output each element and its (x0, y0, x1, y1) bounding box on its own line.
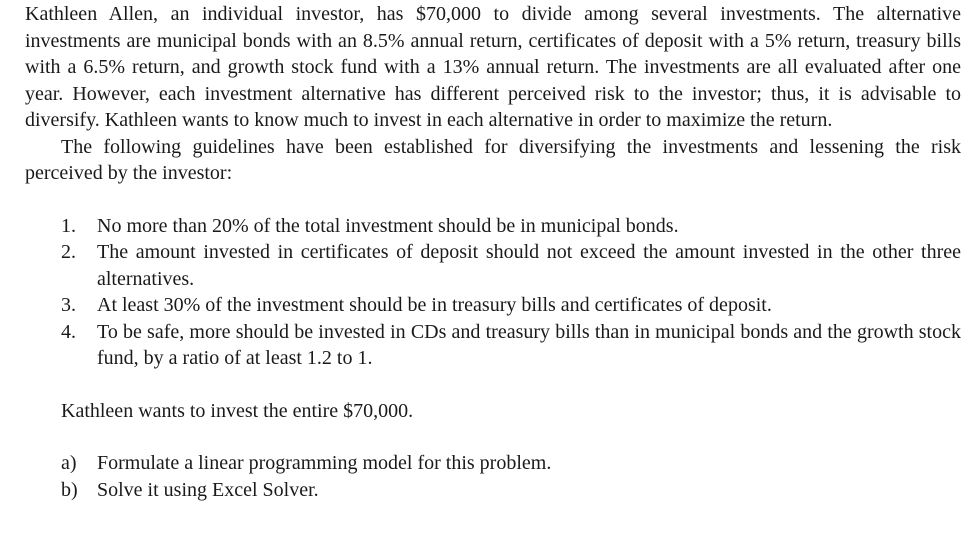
guideline-item (61, 292, 961, 319)
spacer (25, 372, 961, 398)
guideline-number: 3. (61, 294, 76, 316)
guideline-number: 1. (61, 214, 76, 237)
guidelines-list (25, 213, 961, 372)
guideline-item (61, 213, 961, 240)
investment-statement: Kathleen wants to invest the entire $70,000. (61, 399, 414, 422)
question-item (61, 450, 961, 477)
question-text: Formulate a linear programming model for this problem. (97, 452, 552, 474)
problem-document (25, 1, 961, 503)
question-marker: b) (61, 478, 78, 501)
guidelines-intro-paragraph: The following guidelines have been established for diversifying the investments and lessening the risk perceived by the investor: (25, 135, 961, 184)
guideline-text: The amount invested in certificates of deposit should not exceed the amount invested in the other three alternatives. (97, 241, 961, 290)
guideline-text: To be safe, more should be invested in CDs and treasury bills than in municipal bonds and the growth stock fund, by a ratio of at least 1.2 to 1. (97, 320, 961, 369)
question-marker: a) (61, 452, 77, 474)
guideline-text: At least 30% of the investment should be in treasury bills and certificates of deposit. (97, 294, 772, 316)
guideline-item (61, 239, 961, 292)
guideline-number: 4. (61, 320, 76, 343)
question-text: Solve it using Excel Solver. (97, 478, 319, 501)
spacer (25, 424, 961, 450)
questions-list (25, 450, 961, 503)
guideline-item (61, 319, 961, 372)
intro-paragraph: Kathleen Allen, an individual investor, has $70,000 to divide among several investments. The alternative investments are municipal bonds with an 8.5% annual return, certificates of deposit with a 5% return, treasury bills with a 6.5% return, and growth stock fund with a 13% annual return. The investments are all evaluated after one year. However, each investment alternative has different perceived risk to the investor; thus, it is advisable to diversify. Kathleen wants to know much to invest in each alternative in order to maximize the return. (25, 3, 961, 131)
spacer (25, 187, 961, 213)
guideline-text: No more than 20% of the total investment should be in municipal bonds. (97, 214, 679, 237)
question-item (61, 477, 961, 504)
guideline-number: 2. (61, 241, 76, 263)
